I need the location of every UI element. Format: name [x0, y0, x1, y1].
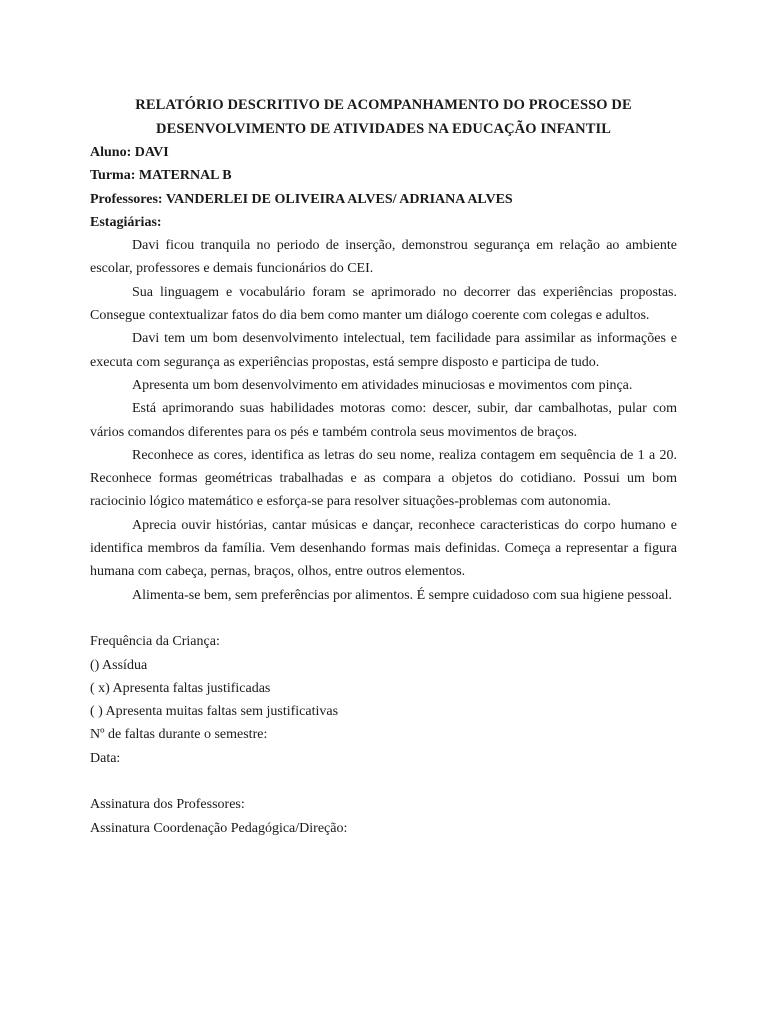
student-field [90, 141, 677, 164]
class-value: MATERNAL B [138, 168, 232, 184]
report-title [90, 94, 677, 141]
interns-field [90, 211, 677, 234]
student-value: DAVI [134, 145, 169, 160]
paragraph-intellectual: Davi tem um bom desenvolvimento intelectual, tem facilidade para assimilar as informações e executa com segurança as experiências propostas, está sempre disposto e participa de tudo. [90, 331, 677, 370]
frequency-option-unjustified: ( ) Apresenta muitas faltas sem justificativas [90, 704, 339, 720]
paragraph-language: Sua linguagem e vocabulário foram se aprimorado no decorrer das experiências propostas. Consegue contextualizar fatos do dia bem como manter um diálogo coerente com colegas e adultos. [90, 284, 677, 324]
report-document [90, 94, 677, 840]
frequency-option-justified: ( x) Apresenta faltas justificadas [90, 680, 271, 696]
frequency-section [90, 630, 677, 770]
teachers-value: VANDERLEI DE OLIVEIRA ALVES/ ADRIANA ALVES [165, 191, 513, 207]
report-title-line-2: DESENVOLVIMENTO DE ATIVIDADES NA EDUCAÇÃO INFANTIL [156, 120, 611, 137]
teachers-signature-field: Assinatura dos Professores: [90, 797, 245, 813]
interns-label: Estagiárias: [90, 214, 162, 230]
paragraph-feeding: Alimenta-se bem, sem preferências por alimentos. É sempre cuidadoso com sua higiene pessoal. [132, 587, 672, 603]
date-field: Data: [90, 750, 121, 766]
teachers-label: Professores: [90, 191, 163, 207]
spacer [90, 607, 677, 630]
teachers-field [90, 188, 677, 211]
absences-count-field: Nº de faltas durante o semestre: [90, 727, 268, 743]
spacer [90, 770, 677, 793]
class-label: Turma: [90, 168, 136, 184]
frequency-option-assidua: () Assídua [90, 657, 148, 673]
paragraph-adaptation: Davi ficou tranquila no periodo de inserção, demonstrou segurança em relação ao ambiente escolar, professores e demais funcionários do CEI. [90, 238, 677, 277]
class-field [90, 164, 677, 187]
paragraph-arts-body: Aprecia ouvir histórias, cantar músicas e dançar, reconhece caracteristicas do corpo humano e identifica membros da família. Vem desenhando formas mais definidas. Começa a representar a figura humana com cabeça, pernas, braços, olhos, entre outros elementos. [90, 517, 677, 580]
coordination-signature-field: Assinatura Coordenação Pedagógica/Direção: [90, 820, 348, 836]
paragraph-cognition: Reconhece as cores, identifica as letras do seu nome, realiza contagem em sequência de 1 a 20. Reconhece formas geométricas trabalhadas e as compara a objetos do cotidiano. Possui um bom raciocinio lógico matemático e esforça-se para resolver situações-problemas com autonomia. [90, 447, 677, 510]
paragraph-fine-motor: Apresenta um bom desenvolvimento em atividades minuciosas e movimentos com pinça. [132, 377, 633, 393]
frequency-heading: Frequência da Criança: [90, 634, 220, 650]
report-title-line-1: RELATÓRIO DESCRITIVO DE ACOMPANHAMENTO DO PROCESSO DE [135, 97, 632, 113]
student-label: Aluno: [90, 145, 132, 160]
paragraph-gross-motor: Está aprimorando suas habilidades motoras como: descer, subir, dar cambalhotas, pular com vários comandos diferentes para os pés e também controla seus movimentos de braços. [90, 401, 677, 440]
signatures-section [90, 793, 677, 840]
